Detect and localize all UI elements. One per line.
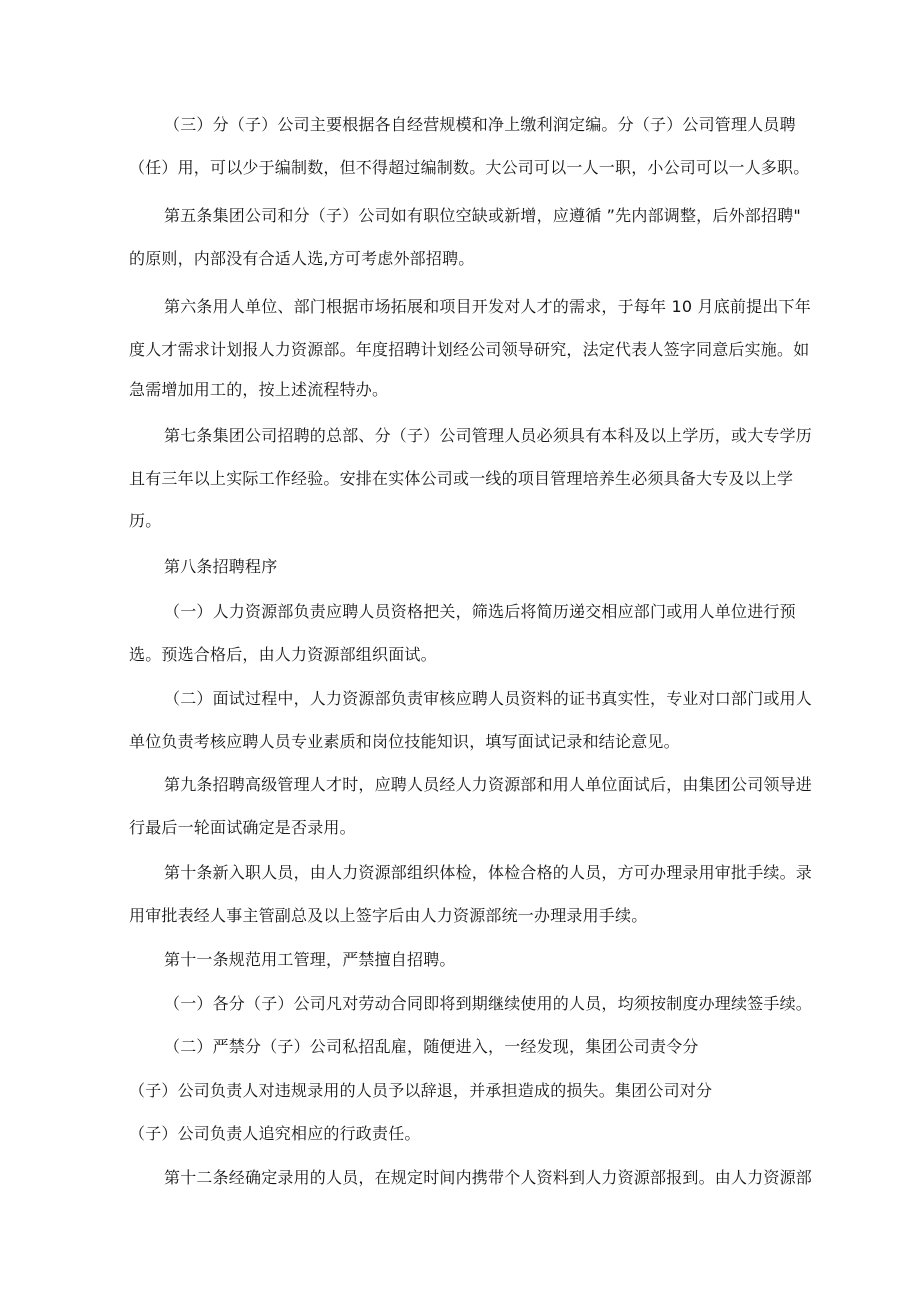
text-line: 第九条招聘高级管理人才时，应聘人员经人力资源部和用人单位面试后，由集团公司领导进 [164, 775, 813, 794]
text-line: （子）公司负责人追究相应的行政责任。 [129, 1124, 421, 1143]
text-line: 第十条新入职人员，由人力资源部组织体检，体检合格的人员，方可办理录用审批手续。录 [164, 863, 813, 882]
text-line: （三）分（子）公司主要根据各自经营规模和净上缴利润定编。分（子）公司管理人员聘 [164, 115, 796, 134]
text-line: 第十一条规范用工管理，严禁擅自招聘。 [164, 950, 456, 969]
text-line: 用审批表经人事主管副总及以上签字后由人力资源部统一办理录用手续。 [129, 906, 648, 925]
text-line: 第七条集团公司招聘的总部、分（子）公司管理人员必须具有本科及以上学历，或大专学历 [164, 426, 813, 445]
section-heading: 第八条招聘程序 [164, 557, 278, 576]
text-line: （任）用，可以少于编制数，但不得超过编制数。大公司可以一人一职，小公司可以一人多职。 [129, 158, 810, 177]
text-line: （二）面试过程中，人力资源部负责审核应聘人员资料的证书真实性，专业对口部门或用人 [164, 689, 813, 708]
text-line: 历。 [129, 511, 162, 530]
text-line: 行最后一轮面试确定是否录用。 [129, 818, 356, 837]
text-line: 第五条集团公司和分（子）公司如有职位空缺或新增，应遵循 ”先内部调整，后外部招聘" [164, 206, 801, 225]
text-line: 度人才需求计划报人力资源部。年度招聘计划经公司领导研究，法定代表人签字同意后实施。如 [129, 340, 810, 359]
text-line: 第六条用人单位、部门根据市场拓展和项目开发对人才的需求，于每年 10 月底前提出下年 [164, 297, 811, 316]
text-line: （一）各分（子）公司凡对劳动合同即将到期继续使用的人员，均须按制度办理续签手续。 [164, 994, 813, 1013]
text-line: 的原则，内部没有合适人选,方可考虑外部招聘。 [129, 249, 475, 268]
text-line: 且有三年以上实际工作经验。安排在实体公司或一线的项目管理培养生必须具备大专及以上学 [129, 469, 794, 488]
text-line: 急需增加用工的，按上述流程特办。 [129, 380, 389, 399]
text-line: （一）人力资源部负责应聘人员资格把关，筛选后将简历递交相应部门或用人单位进行预 [164, 602, 796, 621]
text-line: 第十二条经确定录用的人员，在规定时间内携带个人资料到人力资源部报到。由人力资源部 [164, 1168, 813, 1187]
text-line: 选。预选合格后，由人力资源部组织面试。 [129, 645, 437, 664]
text-line: 单位负责考核应聘人员专业素质和岗位技能知识，填写面试记录和结论意见。 [129, 732, 680, 751]
text-line: （子）公司负责人对违规录用的人员予以辞退，并承担造成的损失。集团公司对分 [129, 1081, 713, 1100]
text-line: （二）严禁分（子）公司私招乱雇，随便进入，一经发现，集团公司责令分 [164, 1037, 699, 1056]
